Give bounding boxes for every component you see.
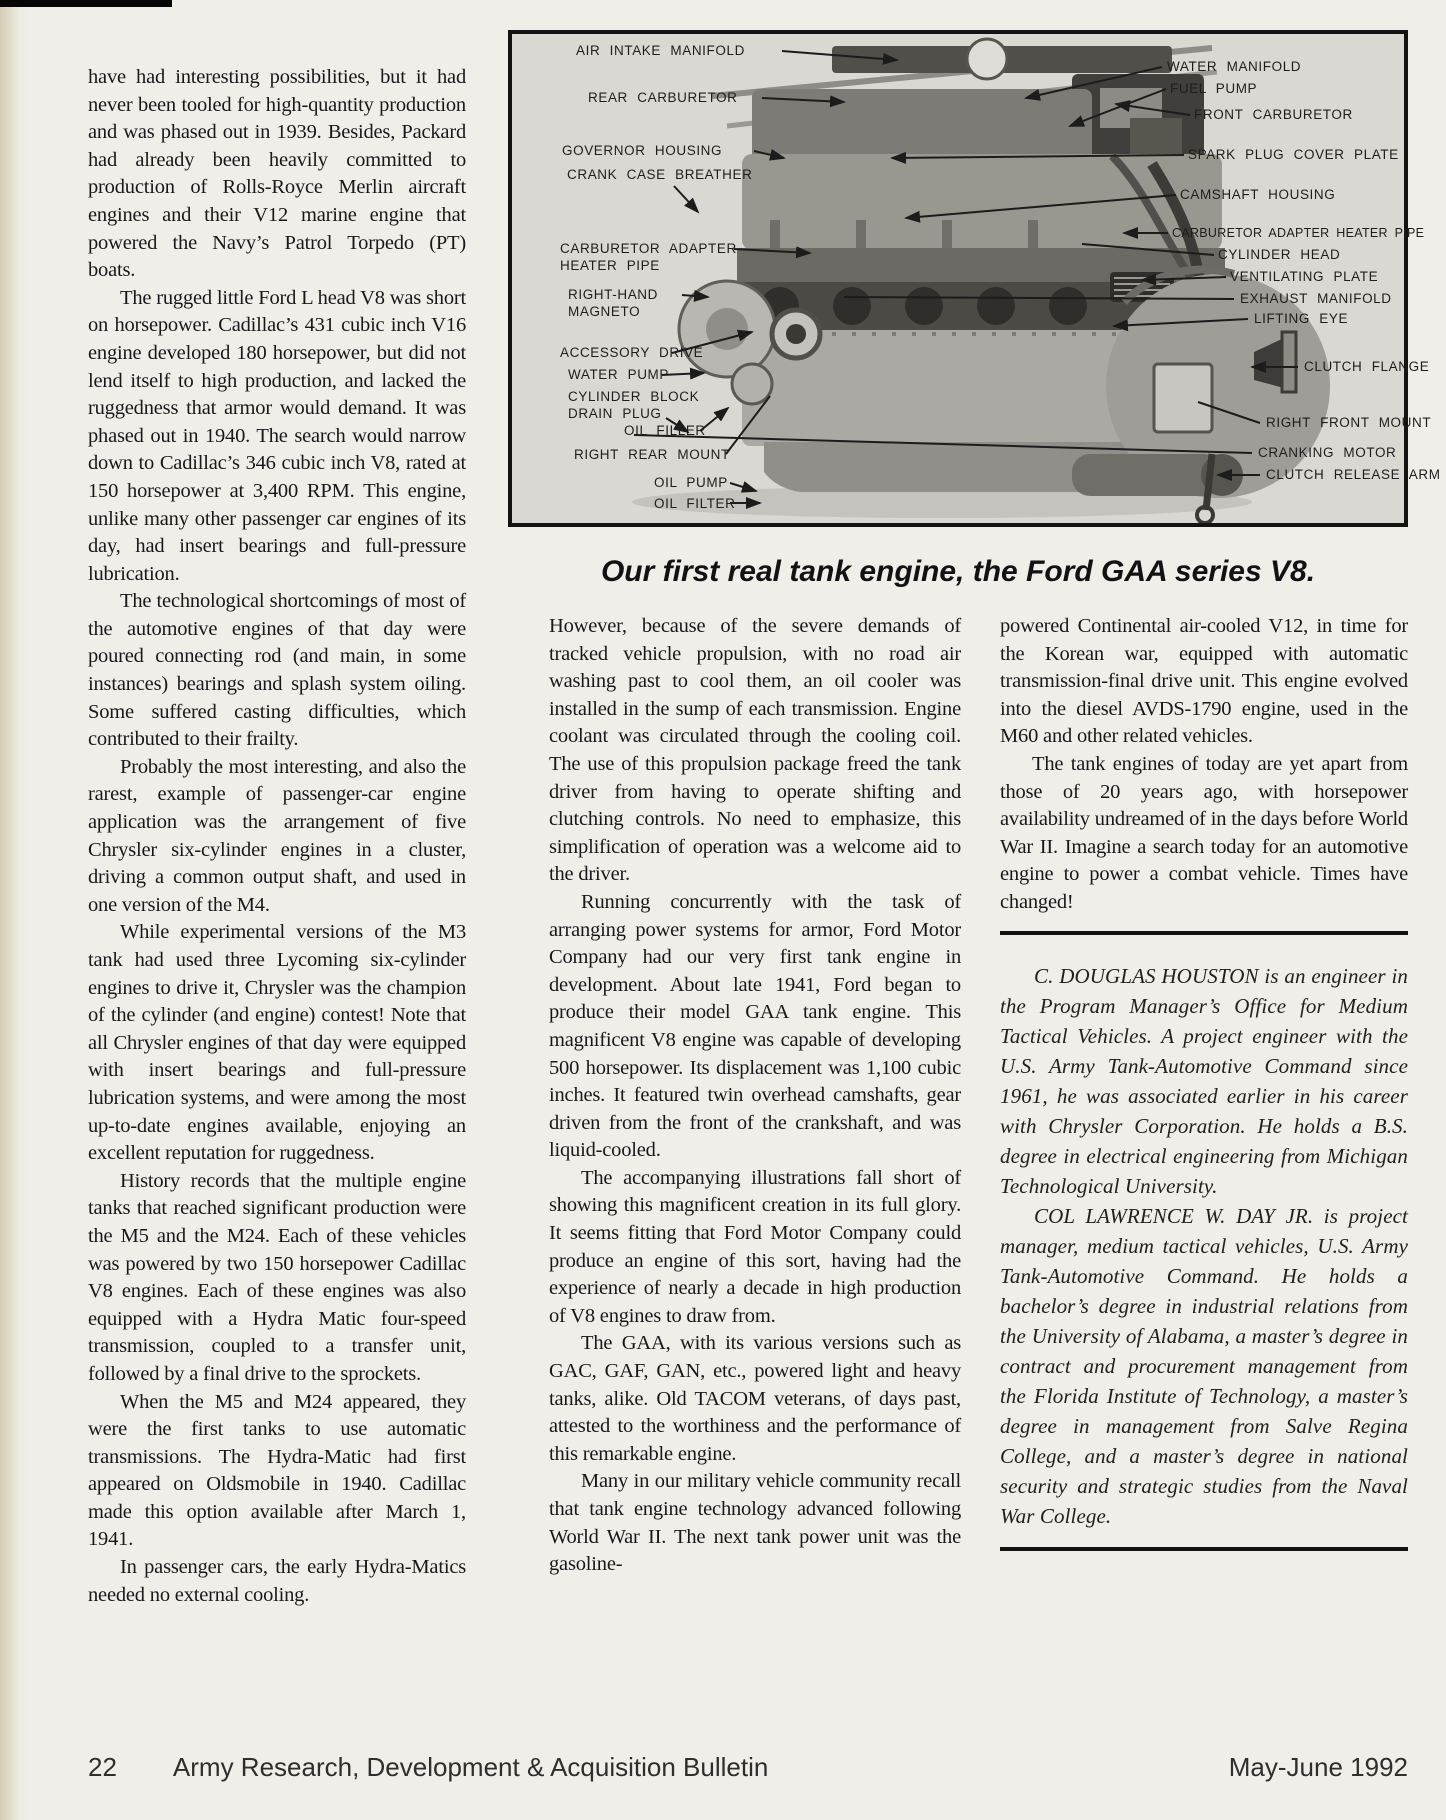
paragraph: However, because of the severe demands of tracked vehicle propulsion, with no road air washing past to cool them, an oil cooler was installed in the sump of each transmission. Engine coolant was circulated through the cooling coil. The use of this propulsion package freed the tank driver from having to operate shifting and clutching controls. No need to emphasize, this simplification of operation was a welcome aid to the driver. bbox=[549, 615, 961, 886]
figure-label: AIR INTAKE MANIFOLD bbox=[576, 43, 745, 58]
paragraph: History records that the multiple engine tanks that reached significant production were the M5 and the M24. Each of these vehicles was powered by two 150 horsepower Cadillac V8 engines. Each of these engines was also equipped with a Hydra Matic four-speed transmission, coupled to a transfer unit, followed by a final drive to the sprockets. bbox=[88, 1169, 466, 1385]
figure-label: CARBURETOR ADAPTER HEATER PIPE bbox=[560, 241, 737, 273]
figure-label: REAR CARBURETOR bbox=[588, 90, 738, 105]
paragraph: powered Continental air-cooled V12, in time for the Korean war, equipped with automatic transmission-final drive unit. This engine evolved into the diesel AVDS-1790 engine, used in the M60 and other related vehicles. bbox=[1000, 615, 1408, 748]
figure-label: OIL FILLER bbox=[624, 423, 706, 438]
engine-figure bbox=[508, 30, 1441, 589]
figure-label: RIGHT-HAND MAGNETO bbox=[568, 287, 658, 319]
figure-label: CLUTCH FLANGE bbox=[1304, 359, 1430, 374]
paragraph: The rugged little Ford L head V8 was short on horsepower. Cadillac’s 431 cubic inch V16 engine developed 180 horsepower, but did not lend itself to high production, and lacked the ruggedness that armor would demand. It was phased out in 1940. The search would narrow down to Cadillac’s 346 cubic inch V8, rated at 150 horsepower at 3,400 RPM. This engine, unlike many other passenger car engines of its day, had insert bearings and full-pressure lubrication. bbox=[88, 286, 466, 585]
paragraph: The technological shortcomings of most of the automotive engines of that day were poured connecting rod (and main, in some instances) bearings and splash system oiling. Some suffered casting difficulties, which contributed to their frailty. bbox=[88, 590, 466, 751]
bio-paragraph: COL LAWRENCE W. DAY JR. is project manager, medium tactical vehicles, U.S. Army Tank-Automotive Command. He holds a bachelor’s degree in industrial relations from the University of Alabama, a master’s degree in contract and procurement management from the Florida Institute of Technology, a master’s degree in management from Salve Regina College, and a master’s degree in national security and strategic studies from the Naval War College. bbox=[1000, 1203, 1408, 1528]
paragraph: The tank engines of today are yet apart from those of 20 years ago, with horsepower availability undreamed of in the days before World War II. Imagine a search today for an automotive engine to power a combat vehicle. Times have changed! bbox=[1000, 752, 1408, 913]
paragraph: The accompanying illustrations fall short of showing this magnificent creation in its full glory. It seems fitting that Ford Motor Company could produce an engine of this sort, having had the experience of nearly a decade in high production of V8 engines to draw from. bbox=[549, 1166, 961, 1327]
figure-label: CRANKING MOTOR bbox=[1258, 445, 1397, 460]
journal-title: Army Research, Development & Acquisition Bulletin bbox=[172, 1752, 769, 1782]
divider-rule bbox=[1000, 1547, 1408, 1551]
page-footer bbox=[88, 1752, 1408, 1783]
paragraph: Probably the most interesting, and also the rarest, example of passenger-car engine application was the arrangement of five Chrysler six-cylinder engines in a cluster, driving a common output shaft, and used in one version of the M4. bbox=[88, 755, 466, 916]
issue-date: May-June 1992 bbox=[1228, 1752, 1408, 1782]
scan-artifact-mark bbox=[0, 0, 172, 7]
paragraph: The GAA, with its various versions such as GAC, GAF, GAN, etc., powered light and heavy tanks, alike. Old TACOM veterans, of days past, attested to the worthiness and the performance of this remarkable engine. bbox=[549, 1332, 961, 1465]
paragraph: In passenger cars, the early Hydra-Matics needed no external cooling. bbox=[88, 1556, 466, 1606]
right-column bbox=[1000, 613, 1408, 1551]
bio-paragraph: C. DOUGLAS HOUSTON is an engineer in the Program Manager’s Office for Medium Tactical Vehicles. A project engineer with the U.S. Army Tank-Automotive Command since 1961, he was associated earlier in his career with Chrysler Corporation. He holds a B.S. degree in electrical engineering from Michigan Technological University. bbox=[1000, 963, 1408, 1198]
figure-caption: Our first real tank engine, the Ford GAA series V8. bbox=[600, 555, 1316, 588]
figure-label: CAMSHAFT HOUSING bbox=[1180, 187, 1336, 202]
figure-label: CYLINDER BLOCK DRAIN PLUG bbox=[568, 389, 700, 421]
figure-label: VENTILATING PLATE bbox=[1230, 269, 1379, 284]
figure-label: SPARK PLUG COVER PLATE bbox=[1188, 147, 1399, 162]
paragraph: Running concurrently with the task of arranging power systems for armor, Ford Motor Company had our very first tank engine in development. About late 1941, Ford began to produce their model GAA tank engine. This magnificent V8 engine was capable of developing 500 horsepower. Its displacement was 1,100 cubic inches. It featured twin overhead camshafts, gear driven from the front of the crankshaft, and was liquid-cooled. bbox=[549, 890, 961, 1162]
figure-label: RIGHT FRONT MOUNT bbox=[1266, 415, 1432, 430]
figure-label: FRONT CARBURETOR bbox=[1194, 107, 1353, 122]
author-bio bbox=[1000, 961, 1408, 1531]
paragraph: When the M5 and M24 appeared, they were the first tanks to use automatic transmissions. The Hydra-Matic had first appeared on Oldsmobile in 1940. Cadillac made this option available after March 1, 1941. bbox=[88, 1390, 466, 1551]
paragraph: Many in our military vehicle community recall that tank engine technology advanced following World War II. The next tank power unit was the gasoline- bbox=[549, 1470, 961, 1576]
page-number: 22 bbox=[88, 1752, 117, 1782]
figure-label: WATER PUMP bbox=[568, 367, 669, 382]
paragraph: While experimental versions of the M3 tank had used three Lycoming six-cylinder engines to drive it, Chrysler was the champion of the cylinder (and engine) contest! Note that all Chrysler engines of that day were equipped with insert bearings and full-pressure lubrication systems, and were among the most up-to-date engines available, enjoying an excellent reputation for ruggedness. bbox=[88, 921, 466, 1165]
figure-label: CYLINDER HEAD bbox=[1218, 247, 1341, 262]
figure-label: OIL PUMP bbox=[654, 475, 728, 490]
middle-column bbox=[549, 613, 961, 1579]
paragraph: have had interesting possibilities, but it had never been tooled for high-quantity production and was phased out in 1939. Besides, Packard had already been heavily committed to production of Rolls-Royce Merlin aircraft engines and their V12 marine engine that powered the Navy’s Patrol Torpedo (PT) boats. bbox=[88, 66, 466, 282]
left-column bbox=[88, 64, 466, 1609]
figure-label: OIL FILTER bbox=[654, 496, 736, 511]
figure-label: FUEL PUMP bbox=[1170, 81, 1258, 96]
figure-label: ACCESSORY DRIVE bbox=[560, 345, 704, 360]
figure-label: CLUTCH RELEASE ARM bbox=[1266, 467, 1441, 482]
engine-photo-frame bbox=[508, 30, 1441, 527]
figure-label: GOVERNOR HOUSING bbox=[562, 143, 723, 158]
figure-label: CRANK CASE BREATHER bbox=[567, 167, 753, 182]
figure-label: WATER MANIFOLD bbox=[1167, 59, 1302, 74]
figure-label: CARBURETOR ADAPTER HEATER PIPE bbox=[1172, 226, 1425, 240]
figure-label: RIGHT REAR MOUNT bbox=[574, 447, 730, 462]
page-edge-shading bbox=[0, 0, 34, 1820]
figure-label: LIFTING EYE bbox=[1254, 311, 1349, 326]
figure-label: EXHAUST MANIFOLD bbox=[1240, 291, 1392, 306]
divider-rule bbox=[1000, 931, 1408, 935]
